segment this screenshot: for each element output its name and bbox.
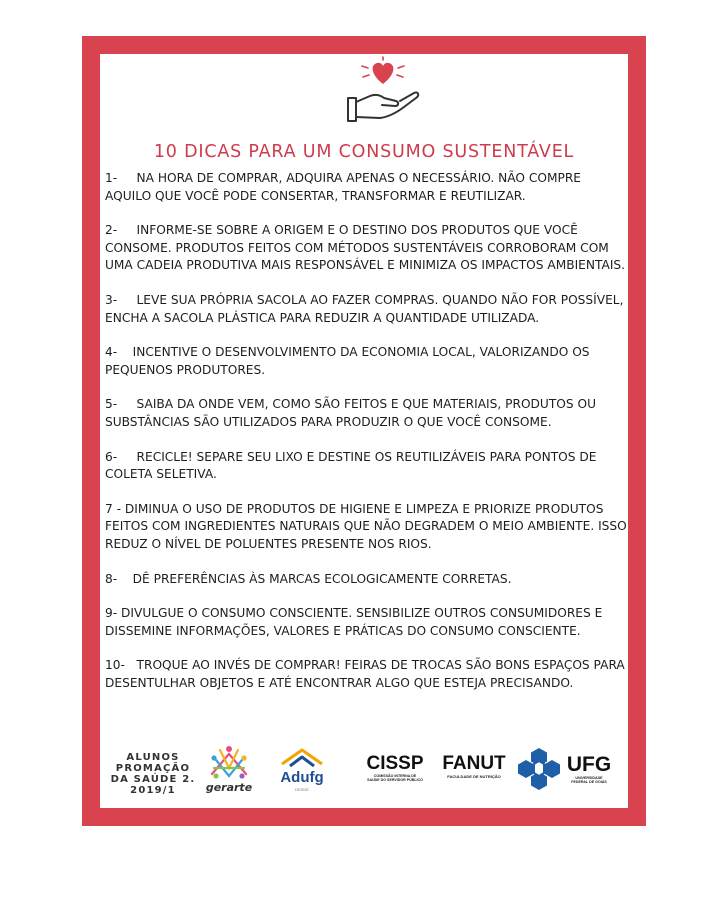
fanut-logo	[438, 754, 510, 779]
cissp-subtitle-1: COMISSÃO INTERNA DE	[373, 774, 417, 778]
tip-9: 9- DIVULGUE O CONSUMO CONSCIENTE. SENSIBILIZE OUTROS CONSUMIDORES E DISSEMINE INFORMAÇÕES, VALORES E PRÁTICAS DO CONSUMO CONSCIENTE.	[105, 606, 607, 638]
ufg-wordmark: UFG	[566, 753, 612, 776]
tip-8: 8- DÊ PREFERÊNCIAS ÀS MARCAS ECOLOGICAMENTE CORRETAS.	[105, 571, 512, 586]
tip-4: 4- INCENTIVE O DESENVOLVIMENTO DA ECONOMIA LOCAL, VALORIZANDO OS PEQUENOS PRODUTORES.	[105, 345, 594, 377]
adufg-wordmark: Adufg	[280, 769, 324, 786]
alunos-line-1: ALUNOS	[126, 752, 180, 763]
tip-2: 2- INFORME-SE SOBRE A ORIGEM E O DESTINO DOS PRODUTOS QUE VOCÊ CONSOME. PRODUTOS FEITOS COM MÉTODOS SUSTENTÁVEIS CORROBORAM COM UMA CADEIA PRODUTIVA MAIS RESPONSÁVEL E MINIMIZA OS IMPACTOS AMBIENTAIS.	[105, 223, 626, 273]
cissp-logo	[356, 754, 434, 783]
poster-card	[100, 54, 631, 808]
tip-5: 5- SAIBA DA ONDE VEM, COMO SÃO FEITOS E QUE MATERIAIS, PRODUTOS OU SUBSTÂNCIAS SÃO UTILIZADOS PARA PRODUZIR O QUE VOCÊ CONSOME.	[105, 397, 600, 429]
adufg-logo	[272, 744, 332, 796]
tip-1: 1- NA HORA DE COMPRAR, ADQUIRA APENAS O NECESSÁRIO. NÃO COMPRE AQUILO QUE VOCÊ PODE CONSERTAR, TRANSFORMAR E REUTILIZAR.	[105, 171, 585, 203]
alunos-line-2: PROMAÇÃO	[115, 763, 191, 774]
alunos-line-3: DA SAÚDE 2.	[110, 774, 196, 785]
adufg-subtitle: DESDE	[295, 787, 309, 792]
poster-border	[82, 36, 646, 826]
tip-6: 6- RECICLE! SEPARE SEU LIXO E DESTINE OS REUTILIZÁVEIS PARA PONTOS DE COLETA SELETIVA.	[105, 449, 601, 482]
footer-logos	[100, 742, 628, 804]
ufg-subtitle-2: FEDERAL DE GOIÁS	[571, 780, 607, 785]
tips-list	[105, 170, 631, 709]
tip-10: 10- TROQUE AO INVÉS DE COMPRAR! FEIRAS DE TROCAS SÃO BONS ESPAÇOS PARA DESENTULHAR OBJETOS E ATÉ ENCONTRAR ALGO QUE ESTEJA PRECISANDO.	[105, 658, 629, 690]
tip-3: 3- LEVE SUA PRÓPRIA SACOLA AO FAZER COMPRAS. QUANDO NÃO FOR POSSÍVEL, ENCHA A SACOLA PLÁSTICA PARA REDUZIR A QUANTIDADE UTILIZADA.	[105, 292, 628, 325]
cissp-subtitle-2: SAÚDE DO SERVIDOR PÚBLICO	[367, 778, 423, 783]
fanut-wordmark: FANUT	[442, 753, 506, 774]
page-title: 10 DICAS PARA UM CONSUMO SUSTENTÁVEL	[153, 142, 575, 162]
heart-in-hand-icon	[340, 56, 426, 128]
fanut-subtitle: FACULDADE DE NUTRIÇÃO	[447, 774, 501, 779]
cissp-wordmark: CISSP	[366, 753, 424, 774]
gerarte-logo	[204, 740, 254, 798]
alunos-line-4: 2019/1	[130, 785, 176, 796]
ufg-subtitle-1: UNIVERSIDADE	[575, 776, 603, 780]
tip-7: 7 - DIMINUA O USO DE PRODUTOS DE HIGIENE E LIMPEZA E PRIORIZE PRODUTOS FEITOS COM INGREDIENTES NATURAIS QUE NÃO DEGRADEM O MEIO AMBIENTE. ISSO REDUZ O NÍVEL DE POLUENTES PRESENTE NOS RIOS.	[105, 501, 631, 551]
ufg-logo	[564, 754, 614, 785]
alunos-credit	[104, 752, 202, 796]
ufg-hexagon-icon	[516, 746, 562, 792]
gerarte-wordmark: gerarte	[205, 781, 253, 794]
